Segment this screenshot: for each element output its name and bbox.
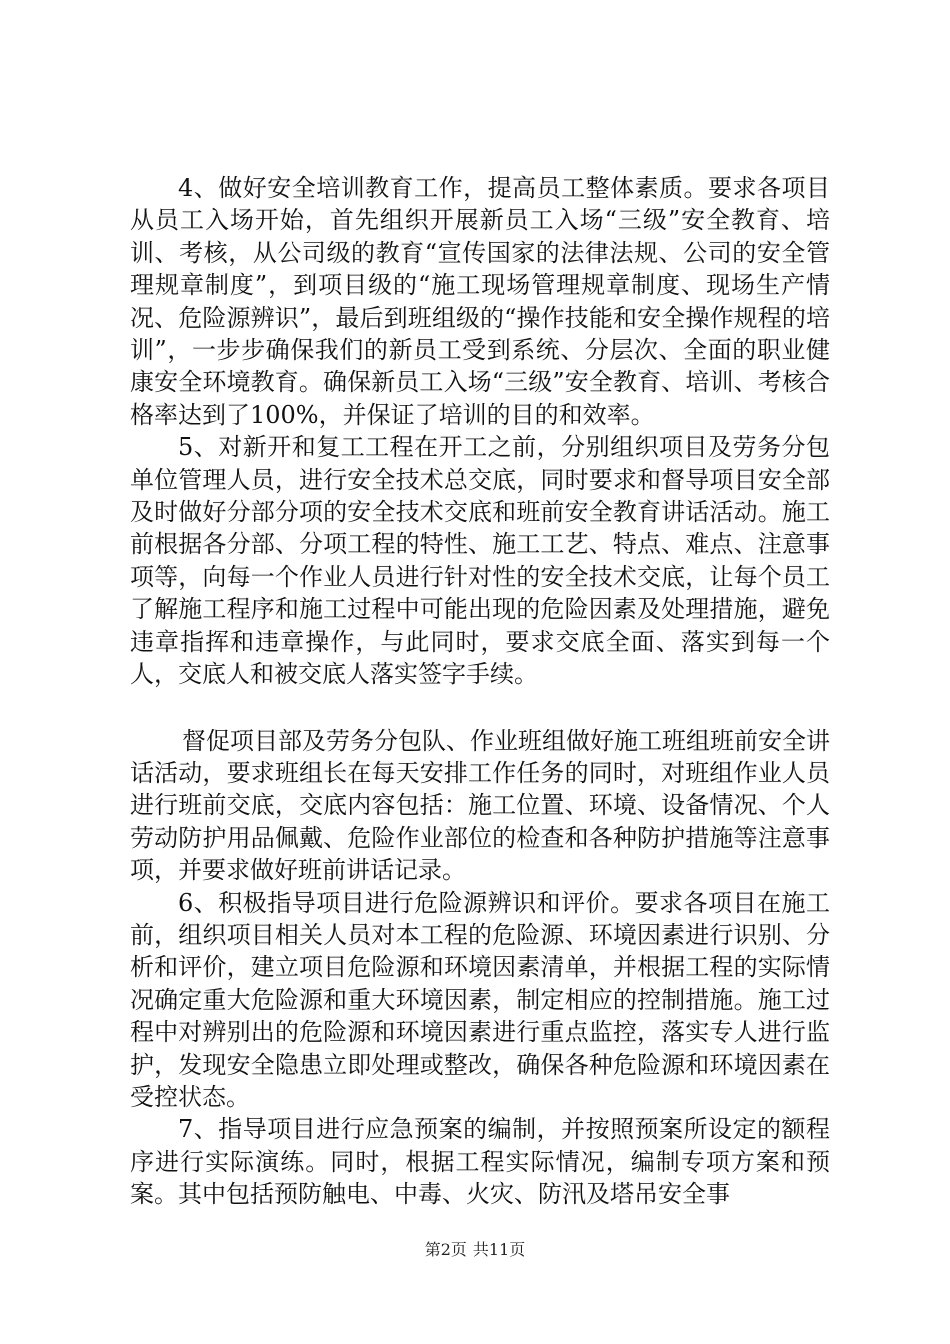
document-body [130, 172, 830, 1211]
paragraph-item-5: 5、对新开和复工工程在开工之前，分别组织项目及劳务分包单位管理人员，进行安全技术总交底，同时要求和督导项目安全部及时做好分部分项的安全技术交底和班前安全教育讲话活动。施工前根据各分部、分项工程的特性、施工工艺、特点、难点、注意事项等，向每一个作业人员进行针对性的安全技术交底，让每个员工了解施工程序和施工过程中可能出现的危险因素及处理措施，避免违章指挥和违章操作，与此同时，要求交底全面、落实到每一个人，交底人和被交底人落实签字手续。 [130, 433, 830, 689]
page-number: 第2页 [424, 1240, 467, 1259]
paragraph-spacer [130, 691, 830, 725]
paragraph-item-7: 7、指导项目进行应急预案的编制，并按照预案所设定的额程序进行实际演练。同时，根据工程实际情况，编制专项方案和预案。其中包括预防触电、中毒、火灾、防汛及塔吊安全事 [130, 1115, 830, 1209]
page-footer [0, 1240, 950, 1260]
paragraph-item-4: 4、做好安全培训教育工作，提高员工整体素质。要求各项目从员工入场开始，首先组织开展新员工入场“三级”安全教育、培训、考核，从公司级的教育“宣传国家的法律法规、公司的安全管理规章制度”，到项目级的“施工现场管理规章制度、现场生产情况、危险源辨识”，最后到班组级的“操作技能和安全操作规程的培训”，一步步确保我们的新员工受到系统、分层次、全面的职业健康安全环境教育。确保新员工入场“三级”安全教育、培训、考核合格率达到了100%，并保证了培训的目的和效率。 [130, 174, 830, 429]
page-total: 共11页 [472, 1240, 526, 1259]
paragraph-item-6: 6、积极指导项目进行危险源辨识和评价。要求各项目在施工前，组织项目相关人员对本工程的危险源、环境因素进行识别、分析和评价，建立项目危险源和环境因素清单，并根据工程的实际情况确定重大危险源和重大环境因素，制定相应的控制措施。施工过程中对辨别出的危险源和环境因素进行重点监控，落实专人进行监护，发现安全隐患立即处理或整改，确保各种危险源和环境因素在受控状态。 [130, 888, 830, 1111]
paragraph-supervise-briefing: 督促项目部及劳务分包队、作业班组做好施工班组班前安全讲话活动，要求班组长在每天安排工作任务的同时，对班组作业人员进行班前交底，交底内容包括：施工位置、环境、设备情况、个人劳动防护用品佩戴、危险作业部位的检查和各种防护措施等注意事项，并要求做好班前讲话记录。 [130, 726, 830, 885]
